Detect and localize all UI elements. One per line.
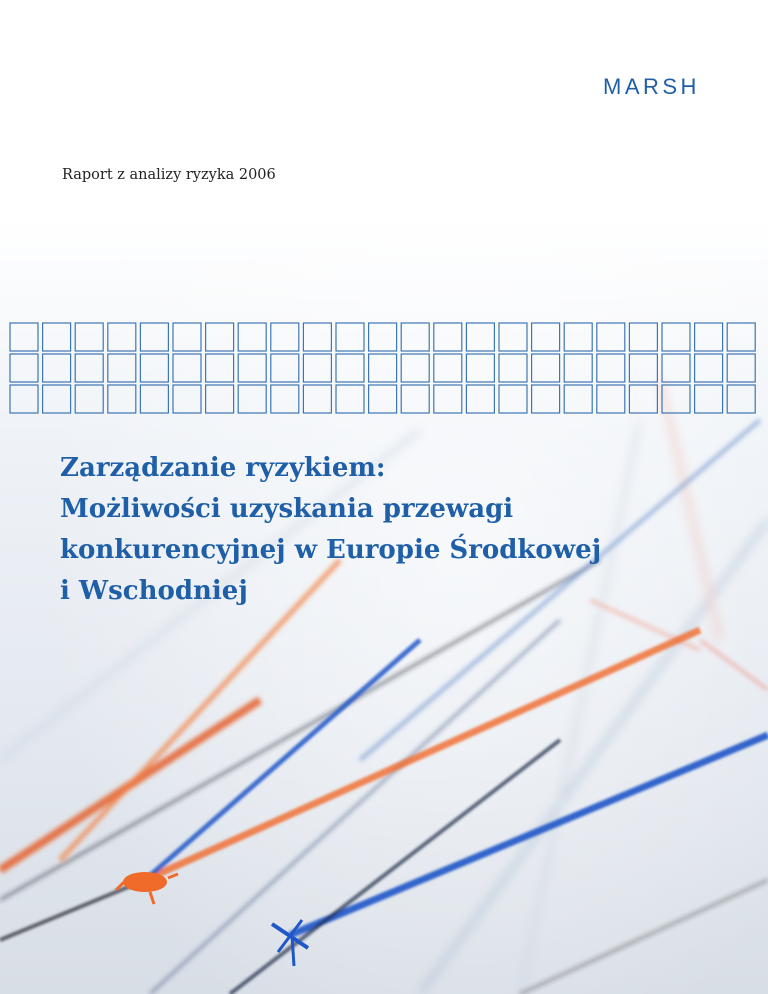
grid-cell	[727, 323, 755, 351]
grid-cell	[173, 354, 201, 382]
grid-cell	[695, 385, 723, 413]
grid-cell	[140, 385, 168, 413]
grid-cell	[173, 323, 201, 351]
grid-cell	[43, 354, 71, 382]
grid-cell	[75, 323, 103, 351]
grid-cell	[10, 354, 38, 382]
grid-cell	[662, 323, 690, 351]
grid-cell	[303, 323, 331, 351]
grid-cell	[108, 323, 136, 351]
grid-cell	[629, 354, 657, 382]
grid-cell	[401, 323, 429, 351]
grid-cell	[466, 323, 494, 351]
report-title	[60, 448, 740, 612]
grid-cell	[434, 323, 462, 351]
grid-cell	[401, 354, 429, 382]
decorative-box-grid	[9, 322, 761, 414]
grid-cell	[532, 385, 560, 413]
grid-cell	[629, 323, 657, 351]
grid-cell	[303, 354, 331, 382]
grid-cell	[434, 354, 462, 382]
grid-cell	[336, 354, 364, 382]
grid-cell	[369, 354, 397, 382]
grid-cell	[564, 323, 592, 351]
grid-cell	[727, 354, 755, 382]
marsh-logo: MARSH	[603, 74, 700, 99]
grid-cell	[401, 385, 429, 413]
grid-cell	[43, 323, 71, 351]
grid-cell	[140, 323, 168, 351]
grid-cell	[695, 323, 723, 351]
grid-cell	[597, 354, 625, 382]
grid-cell	[238, 323, 266, 351]
grid-cell	[369, 323, 397, 351]
grid-cell	[369, 385, 397, 413]
grid-cell	[662, 385, 690, 413]
grid-cell	[532, 323, 560, 351]
grid-cell	[140, 354, 168, 382]
grid-cell	[597, 385, 625, 413]
grid-cell	[466, 385, 494, 413]
report-subtitle: Raport z analizy ryzyka 2006	[62, 167, 276, 183]
grid-cell	[271, 323, 299, 351]
grid-cell	[75, 385, 103, 413]
grid-cell	[695, 354, 723, 382]
title-line-2: Możliwości uzyskania przewagi	[60, 494, 514, 524]
grid-cell	[336, 385, 364, 413]
grid-cell	[173, 385, 201, 413]
grid-cell	[727, 385, 755, 413]
grid-cell	[43, 385, 71, 413]
grid-cell	[271, 354, 299, 382]
grid-cell	[303, 385, 331, 413]
grid-cell	[10, 323, 38, 351]
grid-cell	[206, 354, 234, 382]
grid-cell	[108, 354, 136, 382]
grid-cell	[564, 385, 592, 413]
grid-cell	[499, 385, 527, 413]
grid-cell	[564, 354, 592, 382]
grid-cell	[499, 323, 527, 351]
title-line-3: konkurencyjnej w Europie Środkowej	[60, 535, 602, 565]
grid-cell	[466, 354, 494, 382]
grid-cell	[108, 385, 136, 413]
grid-cell	[238, 385, 266, 413]
title-line-1: Zarządzanie ryzykiem:	[60, 453, 386, 483]
grid-cell	[597, 323, 625, 351]
grid-cell	[434, 385, 462, 413]
grid-cell	[499, 354, 527, 382]
grid-cell	[271, 385, 299, 413]
grid-cell	[336, 323, 364, 351]
grid-cell	[75, 354, 103, 382]
grid-cell	[10, 385, 38, 413]
grid-cell	[206, 385, 234, 413]
grid-cell	[532, 354, 560, 382]
title-line-4: i Wschodniej	[60, 576, 248, 606]
grid-cell	[206, 323, 234, 351]
grid-cell	[629, 385, 657, 413]
grid-cell	[662, 354, 690, 382]
grid-cell	[238, 354, 266, 382]
